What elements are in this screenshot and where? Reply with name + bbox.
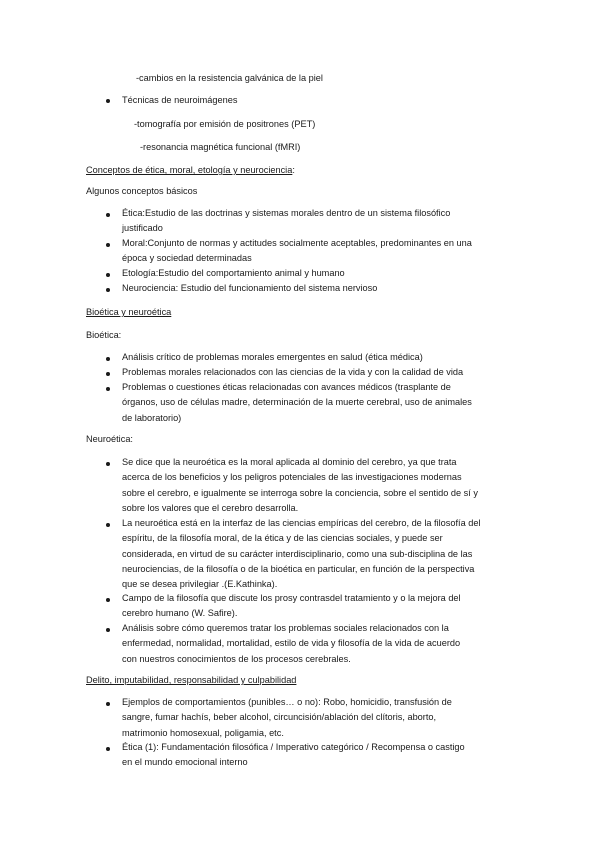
fmri-line: -resonancia magnética funcional (fMRI): [140, 142, 301, 152]
neuroetica-label: Neuroética:: [86, 434, 133, 444]
bullet-icon: [106, 387, 110, 391]
list-item: [122, 236, 472, 267]
list-item-line: Ética:Estudio de las doctrinas y sistemas morales dentro de un sistema filosófico: [122, 208, 451, 218]
bullet-icon: [106, 243, 110, 247]
section3-heading: Delito, imputabilidad, responsabilidad y culpabilidad: [86, 675, 297, 685]
list-item-line: Etología:Estudio del comportamiento animal y humano: [122, 268, 345, 278]
bullet-icon: [106, 372, 110, 376]
section2-heading: Bioética y neuroética: [86, 307, 172, 317]
list-item-line: enfermedad, normalidad, mortalidad, estilo de vida y filosofía de la vida de acuerdo: [122, 638, 461, 649]
list-item-line: que se desea privilegiar .(E.Kathinka).: [122, 579, 278, 590]
list-item-line: órganos, uso de células madre, determinación de la muerte cerebral, uso de animales: [122, 397, 472, 408]
pet-line: -tomografía por emisión de positrones (PET): [134, 119, 316, 129]
list-item-line: sangre, fumar hachís, beber alcohol, circuncisión/ablación del clítoris, aborto,: [122, 712, 437, 723]
bullet-icon: [106, 213, 110, 217]
list-item-line: Problemas o cuestiones éticas relacionadas con avances médicos (trasplante de: [122, 382, 451, 392]
section1-heading-colon: :: [292, 165, 295, 175]
bullet-icon: [106, 598, 110, 602]
list-item-line: de laboratorio): [122, 412, 182, 423]
list-item-line: Neurociencia: Estudio del funcionamiento del sistema nervioso: [122, 283, 378, 293]
list-item: [122, 350, 423, 365]
bullet-icon: [106, 628, 110, 632]
list-item-line: sobre el cerebro, e igualmente se interroga sobre la conciencia, sobre el sentido de sí y: [122, 487, 478, 498]
section1-heading: [86, 165, 295, 176]
list-item-line: cerebro humano (W. Safire).: [122, 608, 238, 619]
list-item: [122, 740, 465, 771]
list-item: [122, 516, 481, 592]
list-item-line: Moral:Conjunto de normas y actitudes socialmente aceptables, predominantes en una: [122, 238, 472, 248]
list-item-line: justificado: [122, 223, 163, 234]
list-item: [122, 591, 461, 622]
bullet-icon: [106, 273, 110, 277]
list-item-line: en el mundo emocional interno: [122, 757, 248, 768]
bullet-icon: [106, 702, 110, 706]
section1-subheading: Algunos conceptos básicos: [86, 186, 198, 196]
list-item: [122, 206, 450, 237]
list-item: [122, 266, 345, 281]
list-item-line: con nuestros conocimientos de los procesos cerebrales.: [122, 653, 351, 664]
list-item-line: espíritu, de la filosofía moral, de la ética y de las ciencias sociales, y puede ser: [122, 533, 443, 544]
list-item-line: matrimonio homosexual, poligamia, etc.: [122, 727, 284, 738]
list-item-line: Campo de la filosofía que discute los prosy contrasdel tratamiento y o la mejora del: [122, 593, 461, 603]
list-item: [122, 281, 377, 296]
bioetica-label: Bioética:: [86, 330, 122, 340]
list-item-line: Análisis crítico de problemas morales emergentes en salud (ética médica): [122, 352, 423, 362]
bullet-icon: [106, 288, 110, 292]
list-item: [122, 695, 452, 741]
bullet-icon: [106, 462, 110, 466]
list-item: [122, 380, 472, 426]
bullet-icon: [106, 747, 110, 751]
list-item-line: época y sociedad determinadas: [122, 253, 252, 264]
bullet-icon: [106, 523, 110, 527]
list-item-line: Ética (1): Fundamentación filosófica / Imperativo categórico / Recompensa o castigo: [122, 742, 465, 752]
list-item-line: La neuroética está en la interfaz de las ciencias empíricas del cerebro, de la filosofía del: [122, 518, 481, 528]
neuroimaging-item: Técnicas de neuroimágenes: [122, 95, 238, 105]
list-item-line: neurociencias, de la filosofía o de la bioética en particular, en función de la perspectiva: [122, 563, 475, 574]
list-item: [122, 365, 463, 380]
list-item: [122, 621, 460, 667]
section1-heading-text: Conceptos de ética, moral, etología y neurociencia: [86, 165, 293, 175]
list-item-line: considerada, en virtud de su carácter interdisciplinario, como una sub-disciplina de las: [122, 548, 473, 559]
bullet-icon: [106, 99, 110, 103]
list-item-line: sobre los valores que el cerebro desarrolla.: [122, 502, 299, 513]
bullet-icon: [106, 357, 110, 361]
list-item-line: Análisis sobre cómo queremos tratar los problemas sociales relacionados con la: [122, 623, 449, 633]
list-item: [122, 455, 478, 516]
list-item-line: Ejemplos de comportamientos (punibles… o no): Robo, homicidio, transfusión de: [122, 697, 452, 707]
list-item-line: Problemas morales relacionados con las ciencias de la vida y con la calidad de vida: [122, 367, 464, 377]
list-item-line: Se dice que la neuroética es la moral aplicada al dominio del cerebro, ya que trata: [122, 457, 457, 467]
list-item-line: acerca de los beneficios y los peligros potenciales de las investigaciones modernas: [122, 472, 462, 483]
galvanic-line: -cambios en la resistencia galvánica de la piel: [136, 73, 323, 83]
